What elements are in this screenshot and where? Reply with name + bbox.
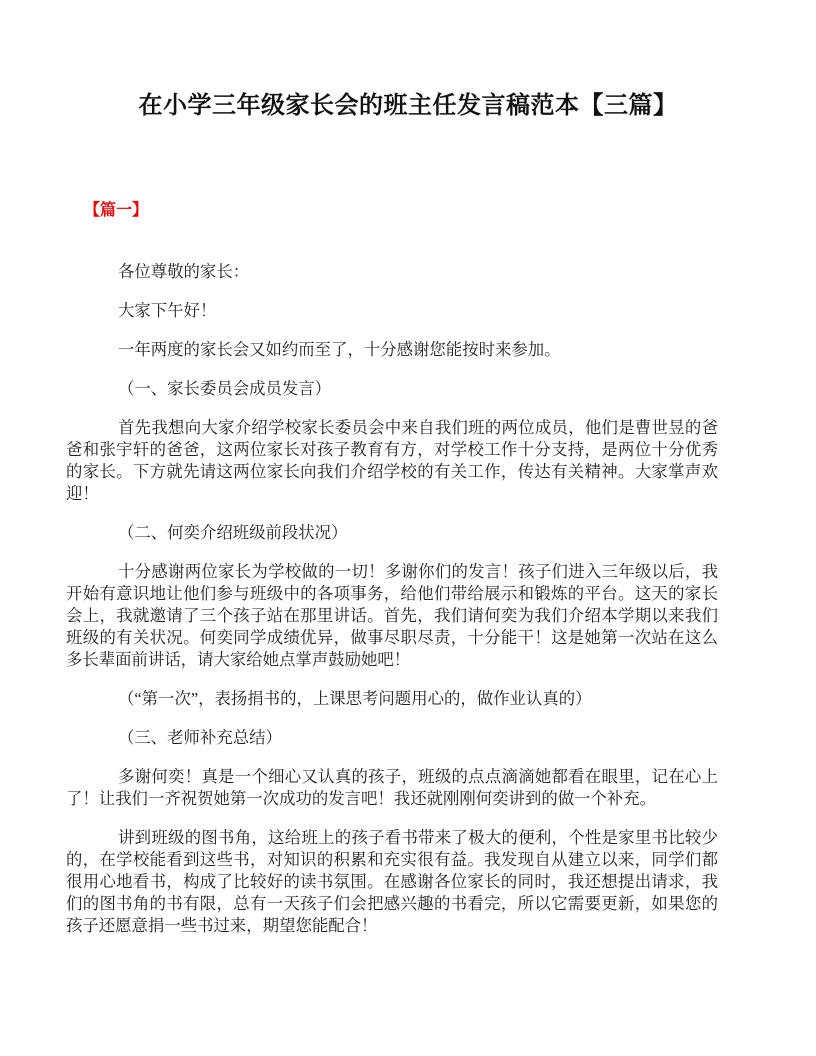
document-title: 在小学三年级家长会的班主任发言稿范本【三篇】 [138,93,678,119]
paragraph-body: 首先我想向大家介绍学校家长委员会中来自我们班的两位成员，他们是曹世昱的爸爸和张宇轩的爸爸，这两位家长对孩子教育有方，对学校工作十分支持，是两位十分优秀的家长。下方就先请这两位家长向我们介绍学校的有关工作，传达有关精神。大家掌声欢迎！ [66,418,718,503]
paragraph-body: 十分感谢两位家长为学校做的一切！多谢你们的发言！孩子们进入三年级以后，我开始有意识地让他们参与班级中的各项事务，给他们带给展示和锻炼的平台。这天的家长会上，我就邀请了三个孩子站在那里讲话。首先，我们请何奕为我们介绍本学期以来我们班级的有关状况。何奕同学成绩优异，做事尽职尽责，十分能干！这是她第一次站在这么多长辈面前讲话，请大家给她点掌声鼓励她吧！ [66,562,718,669]
paragraph-agenda-item-2: （二、何奕介绍班级前段状况） [118,523,348,542]
paragraph-greeting: 大家下午好！ [118,301,217,320]
paragraph-body: 多谢何奕！真是一个细心又认真的孩子，班级的点点滴滴她都看在眼里，记在心上了！让我们一齐祝贺她第一次成功的发言吧！我还就刚刚何奕讲到的做一个补充。 [66,767,718,808]
paragraph-agenda-item-3: （三、老师补充总结） [118,728,282,747]
paragraph-salutation: 各位尊敬的家长： [118,262,250,281]
paragraph-body: 讲到班级的图书角，这给班上的孩子看书带来了极大的便利，个性是家里书比较少的，在学校能看到这些书，对知识的积累和充实很有益。我发现自从建立以来，同学们都很用心地看书，构成了比较好的读书氛围。在感谢各位家长的同时，我还想提出请求，我们的图书角的书有限，总有一天孩子们会把感兴趣的书看完，所以它需要更新，如果您的孩子还愿意捐一些书过来，期望您能配合！ [66,828,718,935]
section-heading: 【篇一】 [84,202,149,219]
paragraph-intro: 一年两度的家长会又如约而至了，十分感谢您能按时来参加。 [118,340,561,359]
paragraph-note: （“第一次”，表扬捐书的，上课思考问题用心的，做作业认真的） [118,689,592,708]
document-body [66,261,718,937]
paragraph-agenda-item-1: （一、家长委员会成员发言） [118,379,332,398]
